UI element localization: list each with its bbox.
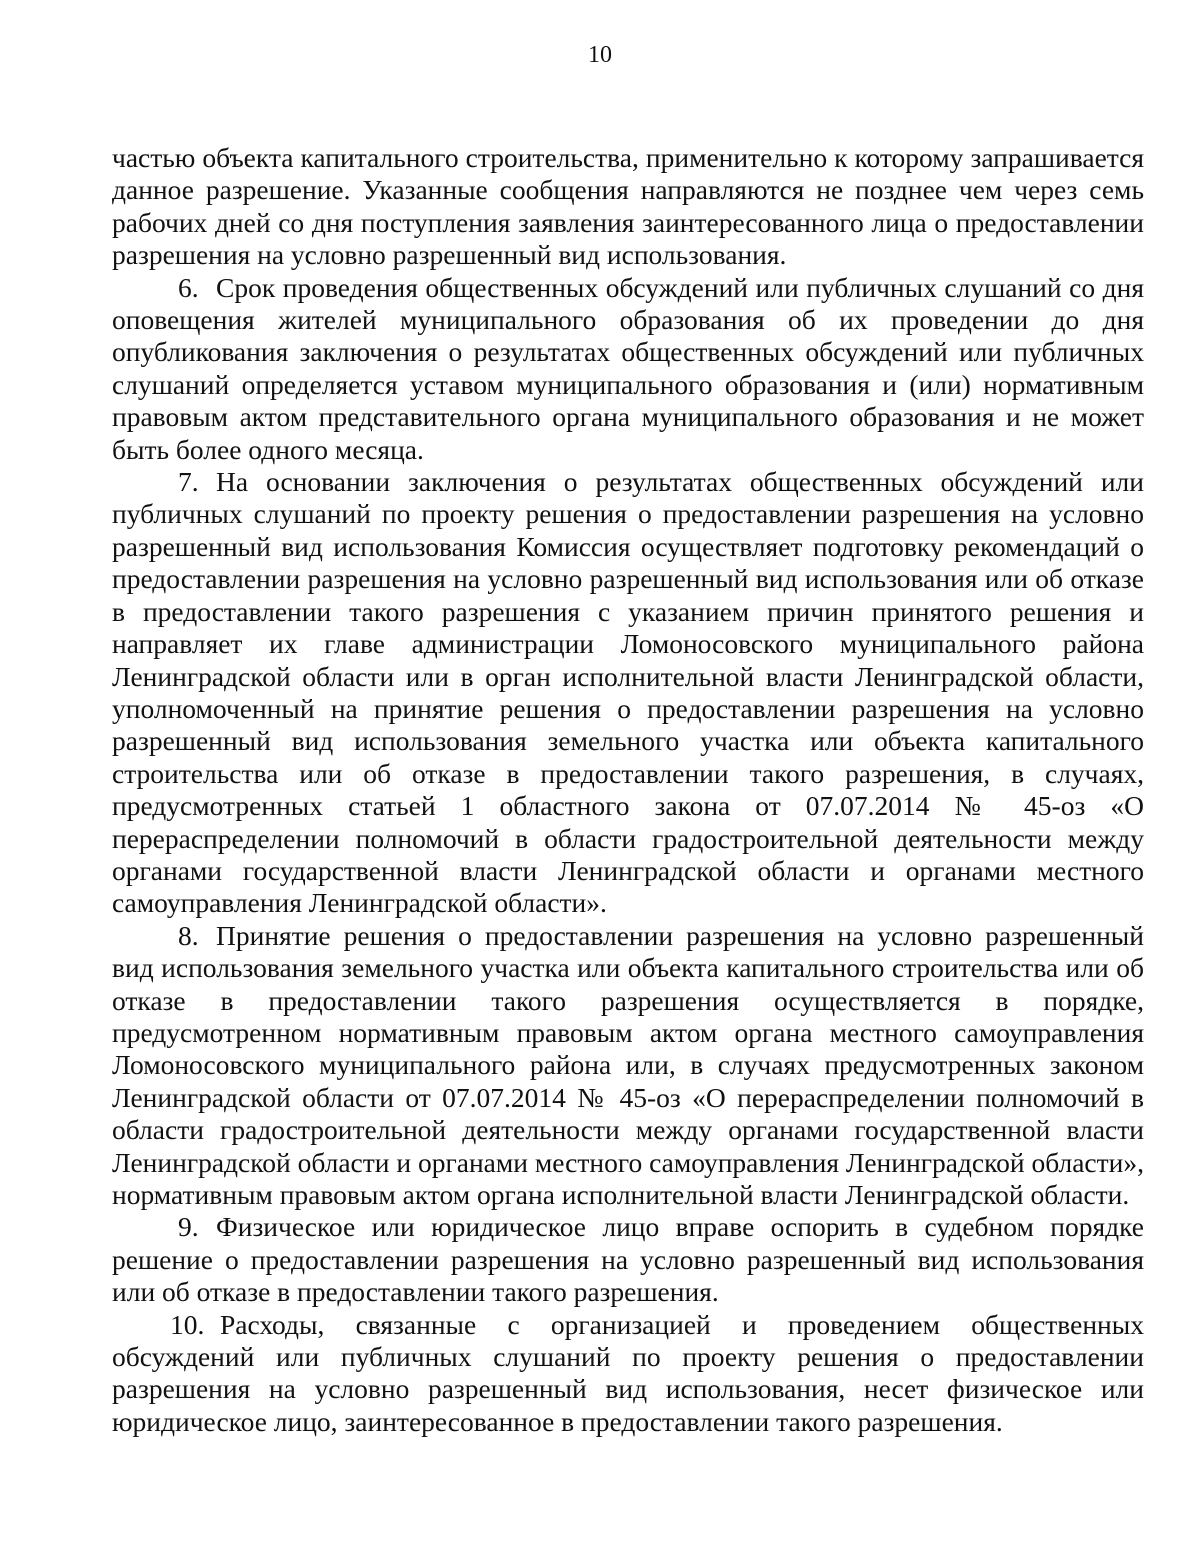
paragraph-text: Расходы, связанные с организацией и проведением общественных обсуждений или публичных слушаний по проекту решения о предоставлении разрешения на условно разрешенный вид использования, несет физическое или юридическое лицо, заинтересованное в предоставлении такого разрешения. — [112, 1308, 1144, 1437]
paragraph-text: Принятие решения о предоставлении разрешения на условно разрешенный вид использования земельного участка или объекта капитального строительства или об отказе в предоставлении такого разрешения осуществляется в порядке, предусмотренном нормативным правовым актом органа местного самоуправления Ломоносовского муниципального района или, в случаях предусмотренных законом Ленинградской области от 07.07.2014 № 45-оз «О перераспределении полномочий в области градостроительной деятельности между органами государственной власти Ленинградской области и органами местного самоуправления Ленинградской области», нормативным правовым актом органа исполнительной власти Ленинградской области. — [112, 919, 1144, 1210]
document-body — [112, 142, 1144, 1438]
paragraph-number: 10. — [170, 1308, 205, 1340]
paragraph-6 — [112, 272, 1144, 466]
paragraph-continuation — [112, 142, 1144, 272]
paragraph-7 — [112, 466, 1144, 920]
paragraph-text: Физическое или юридическое лицо вправе оспорить в судебном порядке решение о предоставлении разрешения на условно разрешенный вид использования или об отказе в предоставлении такого разрешения. — [112, 1211, 1144, 1308]
paragraph-number: 6. — [178, 271, 199, 303]
paragraph-text: На основании заключения о результатах общественных обсуждений или публичных слушаний по проекту решения о предоставлении разрешения на условно разрешенный вид использования Комиссия осуществляет подготовку рекомендаций о предоставлении разрешения на условно разрешенный вид использования или об отказе в предоставлении такого разрешения с указанием причин принятого решения и направляет их главе администрации Ломоносовского муниципального района Ленинградской области или в орган исполнительной власти Ленинградской области, уполномоченный на принятие решения о предоставлении разрешения на условно разрешенный вид использования земельного участка или объекта капитального строительства или об отказе в предоставлении такого разрешения, в случаях, предусмотренных статьей 1 областного закона от 07.07.2014 № 45-оз «О перераспределении полномочий в области градостроительной деятельности между органами государственной власти Ленинградской области и органами местного самоуправления Ленинградской области». — [112, 466, 1144, 919]
paragraph-text: Срок проведения общественных обсуждений или публичных слушаний со дня оповещения жителей муниципального образования об их проведении до дня опубликования заключения о результатах общественных обсуждений или публичных слушаний определяется уставом муниципального образования и (или) нормативным правовым актом представительного органа муниципального образования и не может быть более одного месяца. — [112, 271, 1144, 465]
paragraph-9 — [112, 1211, 1144, 1308]
paragraph-text: частью объекта капитального строительства, применительно к которому запрашивается данное разрешение. Указанные сообщения направляются не позднее чем через семь рабочих дней со дня поступления заявления заинтересованного лица о предоставлении разрешения на условно разрешенный вид использования. — [112, 142, 1144, 271]
paragraph-number: 8. — [178, 919, 199, 951]
paragraph-10 — [112, 1309, 1144, 1439]
paragraph-number: 7. — [178, 466, 199, 498]
paragraph-number: 9. — [178, 1211, 199, 1243]
paragraph-8 — [112, 920, 1144, 1212]
page-number: 10 — [588, 42, 612, 68]
